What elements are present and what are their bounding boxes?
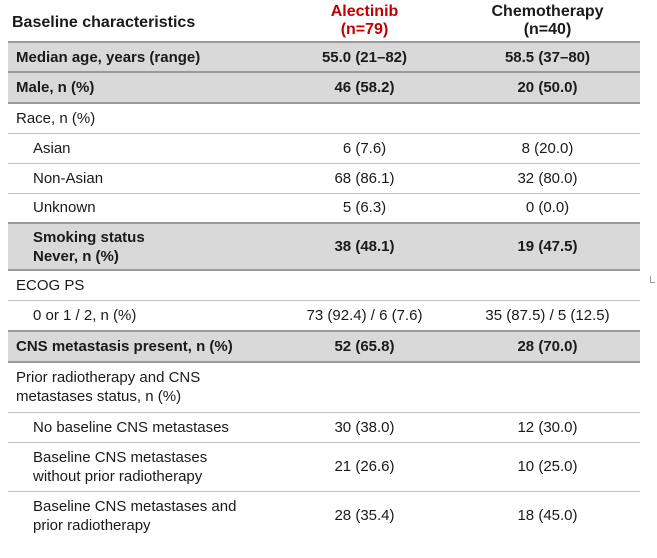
alectinib-value: 46 (58.2) xyxy=(334,79,395,96)
chemo-value: 10 (25.0) xyxy=(517,458,578,475)
table-row xyxy=(8,331,640,362)
table-row xyxy=(8,72,640,103)
chemo-value: 8 (20.0) xyxy=(521,139,574,157)
row-label-line2: metastases status, n (%) xyxy=(16,388,182,406)
table-header-row xyxy=(8,0,640,42)
table-row xyxy=(8,270,640,300)
chemo-value: 35 (87.5) / 5 (12.5) xyxy=(485,306,610,324)
corner-mark xyxy=(650,276,655,283)
row-label xyxy=(8,223,274,270)
alectinib-value xyxy=(274,103,455,133)
alectinib-value: 73 (92.4) / 6 (7.6) xyxy=(306,306,423,324)
header-label: Baseline characteristics xyxy=(12,13,196,31)
row-label: ECOG PS xyxy=(16,276,85,294)
chemo-value: 18 (45.0) xyxy=(517,507,578,525)
row-label: Race, n (%) xyxy=(16,109,96,127)
table-row xyxy=(8,163,640,193)
row-label xyxy=(8,362,274,412)
alectinib-value: 28 (35.4) xyxy=(334,507,395,525)
alectinib-value: 5 (6.3) xyxy=(342,199,387,217)
chemo-value: 19 (47.5) xyxy=(517,238,578,255)
chemo-value xyxy=(455,270,640,300)
table-row xyxy=(8,133,640,163)
chemo-value: 0 (0.0) xyxy=(525,199,570,217)
alectinib-value: 38 (48.1) xyxy=(334,238,395,255)
alectinib-value xyxy=(274,362,455,412)
alectinib-value: 30 (38.0) xyxy=(334,418,395,436)
chemo-value xyxy=(455,362,640,412)
alectinib-value: 21 (26.6) xyxy=(334,458,395,475)
row-label-line1: Baseline CNS metastases and xyxy=(33,497,237,515)
alectinib-value: 55.0 (21–82) xyxy=(321,48,408,66)
table-row xyxy=(8,193,640,223)
chemo-value: 28 (70.0) xyxy=(517,338,578,355)
header-chemotherapy xyxy=(455,0,640,42)
table-row xyxy=(8,491,640,540)
row-label: 0 or 1 / 2, n (%) xyxy=(33,306,137,324)
chemo-value xyxy=(455,103,640,133)
alectinib-value: 68 (86.1) xyxy=(334,169,395,187)
table-row xyxy=(8,223,640,270)
row-label-line1: Prior radiotherapy and CNS xyxy=(16,369,201,387)
row-label: CNS metastasis present, n (%) xyxy=(16,338,233,355)
chemo-value: 20 (50.0) xyxy=(517,79,578,96)
row-label xyxy=(8,491,274,540)
chemo-name: Chemotherapy xyxy=(491,2,604,20)
alectinib-value: 52 (65.8) xyxy=(334,338,395,355)
alectinib-n: (n=79) xyxy=(340,20,389,38)
table-row xyxy=(8,442,640,491)
baseline-characteristics-table xyxy=(8,0,640,540)
alectinib-name: Alectinib xyxy=(330,2,399,20)
row-label: Asian xyxy=(33,139,71,157)
row-label xyxy=(8,442,274,491)
table-row xyxy=(8,42,640,72)
row-label: Unknown xyxy=(33,199,96,217)
row-label: Male, n (%) xyxy=(16,79,95,96)
table-row xyxy=(8,300,640,331)
row-label: Non-Asian xyxy=(33,169,104,187)
row-label-line2: Never, n (%) xyxy=(33,247,119,265)
row-label-line1: Baseline CNS metastases xyxy=(33,448,208,466)
header-alectinib xyxy=(274,0,455,42)
chemo-value: 32 (80.0) xyxy=(517,169,578,187)
alectinib-value: 6 (7.6) xyxy=(342,139,387,157)
table-row xyxy=(8,412,640,442)
table-row xyxy=(8,362,640,412)
row-label: No baseline CNS metastases xyxy=(33,418,229,436)
row-label-line2: without prior radiotherapy xyxy=(33,467,203,485)
alectinib-value xyxy=(274,270,455,300)
chemo-value: 12 (30.0) xyxy=(517,418,578,436)
row-label-line2: prior radiotherapy xyxy=(33,516,151,534)
table-row xyxy=(8,103,640,133)
chemo-value: 58.5 (37–80) xyxy=(504,48,591,66)
chemo-n: (n=40) xyxy=(523,20,572,38)
row-label: Median age, years (range) xyxy=(16,48,201,66)
row-label-line1: Smoking status xyxy=(33,228,145,246)
